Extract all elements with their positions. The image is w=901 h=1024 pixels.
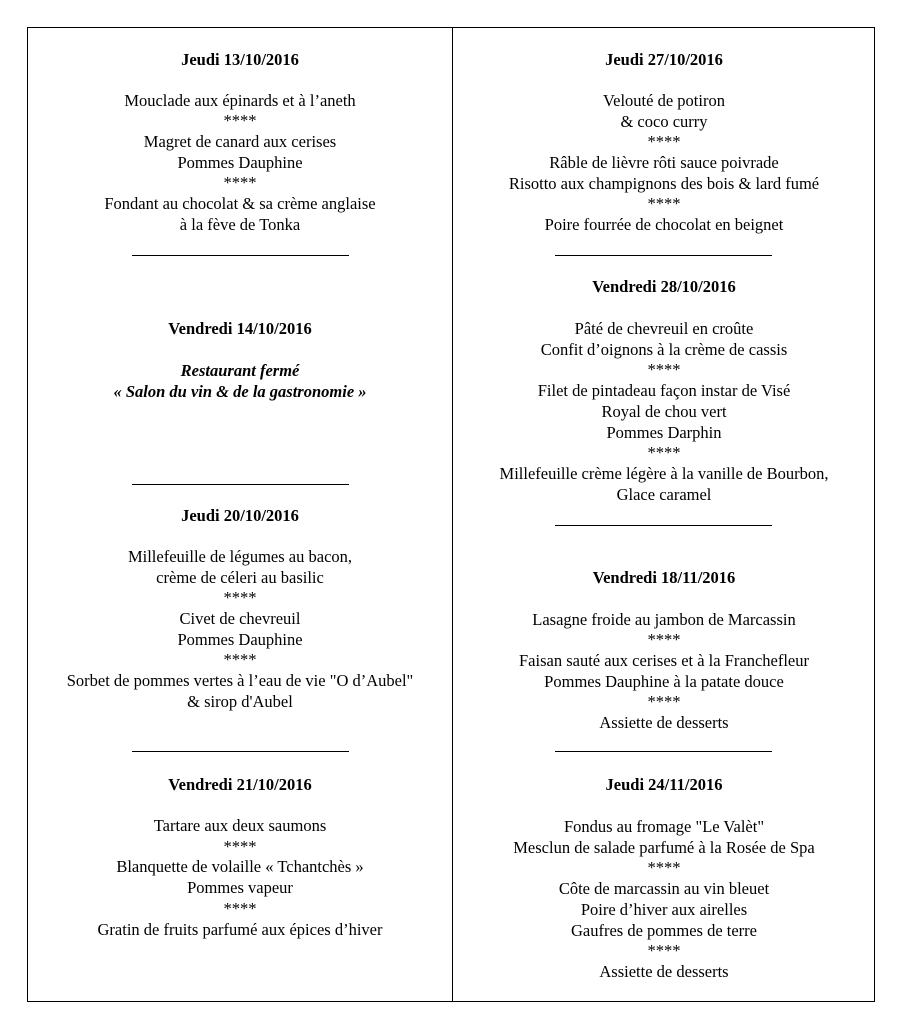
menu-line: Civet de chevreuil: [179, 609, 301, 628]
section-rule: [555, 255, 772, 256]
menu-line: Lasagne froide au jambon de Marcassin: [532, 610, 796, 629]
menu-line: Tartare aux deux saumons: [153, 816, 327, 835]
menu-line: Râble de lièvre rôti sauce poivrade: [549, 153, 779, 172]
menu-line: Blanquette de volaille « Tchantchès »: [116, 857, 364, 876]
menu-date: Vendredi 18/11/2016: [592, 568, 736, 587]
menu-line: Pommes Dauphine: [177, 153, 303, 172]
menu-line: & coco curry: [620, 112, 708, 131]
menu-line: Velouté de potiron: [603, 91, 725, 110]
menu-separator: ****: [647, 360, 681, 379]
menu-separator: ****: [223, 111, 257, 130]
menu-line: Pommes vapeur: [187, 878, 293, 897]
menu-line: & sirop d'Aubel: [187, 692, 293, 711]
menu-line: Risotto aux champignons des bois & lard fumé: [508, 174, 820, 193]
menu-line: à la fève de Tonka: [179, 215, 301, 234]
section-rule: [555, 751, 772, 752]
menu-separator: ****: [223, 899, 257, 918]
menu-line: Fondus au fromage "Le Valèt": [563, 817, 765, 836]
menu-separator: ****: [647, 858, 681, 877]
section-rule: [132, 255, 349, 256]
menu-date: Jeudi 13/10/2016: [181, 50, 299, 69]
menu-date: Vendredi 21/10/2016: [168, 775, 312, 794]
menu-line: Mouclade aux épinards et à l’aneth: [124, 91, 356, 110]
closed-reason: « Salon du vin & de la gastronomie »: [113, 382, 367, 401]
menu-line: Pâté de chevreuil en croûte: [574, 319, 754, 338]
menu-separator: ****: [223, 650, 257, 669]
menu-line: Filet de pintadeau façon instar de Visé: [537, 381, 791, 400]
menu-line: Magret de canard aux cerises: [143, 132, 337, 151]
menu-separator: ****: [223, 173, 257, 192]
section-rule: [555, 525, 772, 526]
menu-line: Faisan sauté aux cerises et à la Franchefleur: [519, 651, 809, 670]
menu-separator: ****: [647, 941, 681, 960]
menu-line: Poire d’hiver aux airelles: [580, 900, 748, 919]
menu-separator: ****: [647, 132, 681, 151]
menu-separator: ****: [647, 443, 681, 462]
closed-notice: Restaurant fermé: [180, 361, 300, 380]
menu-line: Assiette de desserts: [599, 713, 729, 732]
section-rule: [132, 484, 349, 485]
menu-line: Mesclun de salade parfumé à la Rosée de Spa: [513, 838, 815, 857]
menu-line: Royal de chou vert: [601, 402, 727, 421]
menu-line: Pommes Dauphine: [177, 630, 303, 649]
menu-date: Jeudi 24/11/2016: [605, 775, 723, 794]
menu-line: Pommes Dauphine à la patate douce: [544, 672, 784, 691]
menu-date: Vendredi 28/10/2016: [592, 277, 736, 296]
menu-line: Millefeuille de légumes au bacon,: [127, 547, 353, 566]
menu-separator: ****: [223, 588, 257, 607]
section-rule: [132, 751, 349, 752]
menu-separator: ****: [647, 630, 681, 649]
menu-separator: ****: [647, 194, 681, 213]
menu-line: Assiette de desserts: [599, 962, 729, 981]
menu-date: Vendredi 14/10/2016: [168, 319, 312, 338]
menu-line: Millefeuille crème légère à la vanille de Bourbon,: [499, 464, 829, 483]
menu-date: Jeudi 27/10/2016: [605, 50, 723, 69]
menu-separator: ****: [223, 837, 257, 856]
menu-line: Confit d’oignons à la crème de cassis: [540, 340, 788, 359]
menu-line: Fondant au chocolat & sa crème anglaise: [104, 194, 376, 213]
menu-line: crème de céleri au basilic: [156, 568, 324, 587]
menu-line: Glace caramel: [616, 485, 712, 504]
menu-line: Gratin de fruits parfumé aux épices d’hiver: [97, 920, 383, 939]
menu-separator: ****: [647, 692, 681, 711]
menu-date: Jeudi 20/10/2016: [181, 506, 299, 525]
menu-line: Pommes Darphin: [606, 423, 722, 442]
column-divider: [452, 27, 453, 1002]
menu-line: Côte de marcassin au vin bleuet: [558, 879, 770, 898]
menu-line: Gaufres de pommes de terre: [570, 921, 758, 940]
menu-line: Poire fourrée de chocolat en beignet: [544, 215, 784, 234]
menu-line: Sorbet de pommes vertes à l’eau de vie "O d’Aubel": [66, 671, 414, 690]
